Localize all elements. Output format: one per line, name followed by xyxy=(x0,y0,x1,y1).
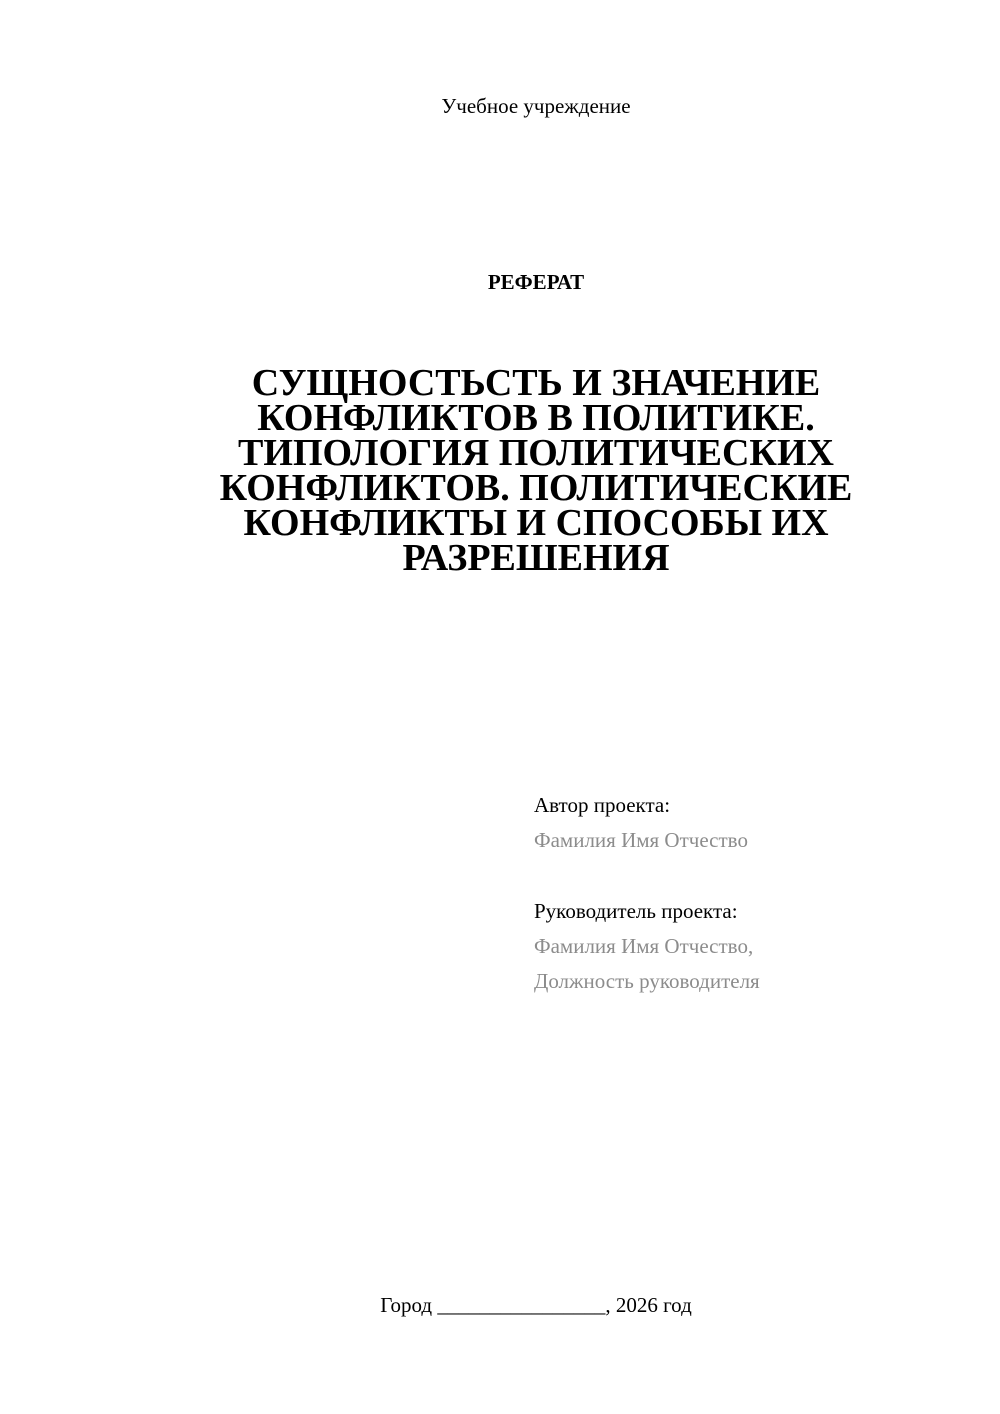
supervisor-label: Руководитель проекта: xyxy=(534,899,738,923)
institution-name: Учебное учреждение xyxy=(441,94,631,118)
document-type: РЕФЕРАТ xyxy=(487,270,585,294)
supervisor-position: Должность руководителя xyxy=(534,969,760,993)
title-line: КОНФЛИКТОВ. ПОЛИТИЧЕСКИЕ xyxy=(219,467,853,509)
city-year-line: Город ________________, 2026 год xyxy=(380,1293,692,1317)
title-line: КОНФЛИКТЫ И СПОСОБЫ ИХ xyxy=(243,502,829,544)
title-line: РАЗРЕШЕНИЯ xyxy=(402,537,670,579)
credits-block xyxy=(534,788,974,999)
title-line: СУЩНОСТЬСТЬ И ЗНАЧЕНИЕ xyxy=(251,362,821,404)
supervisor-name: Фамилия Имя Отчество, xyxy=(534,934,754,958)
title-line: ТИПОЛОГИЯ ПОЛИТИЧЕСКИХ xyxy=(238,432,834,474)
document-title xyxy=(180,362,892,579)
author-name: Фамилия Имя Отчество xyxy=(534,828,748,852)
spacer xyxy=(534,858,974,894)
author-label: Автор проекта: xyxy=(534,793,671,817)
title-line: КОНФЛИКТОВ В ПОЛИТИКЕ. xyxy=(257,397,815,439)
